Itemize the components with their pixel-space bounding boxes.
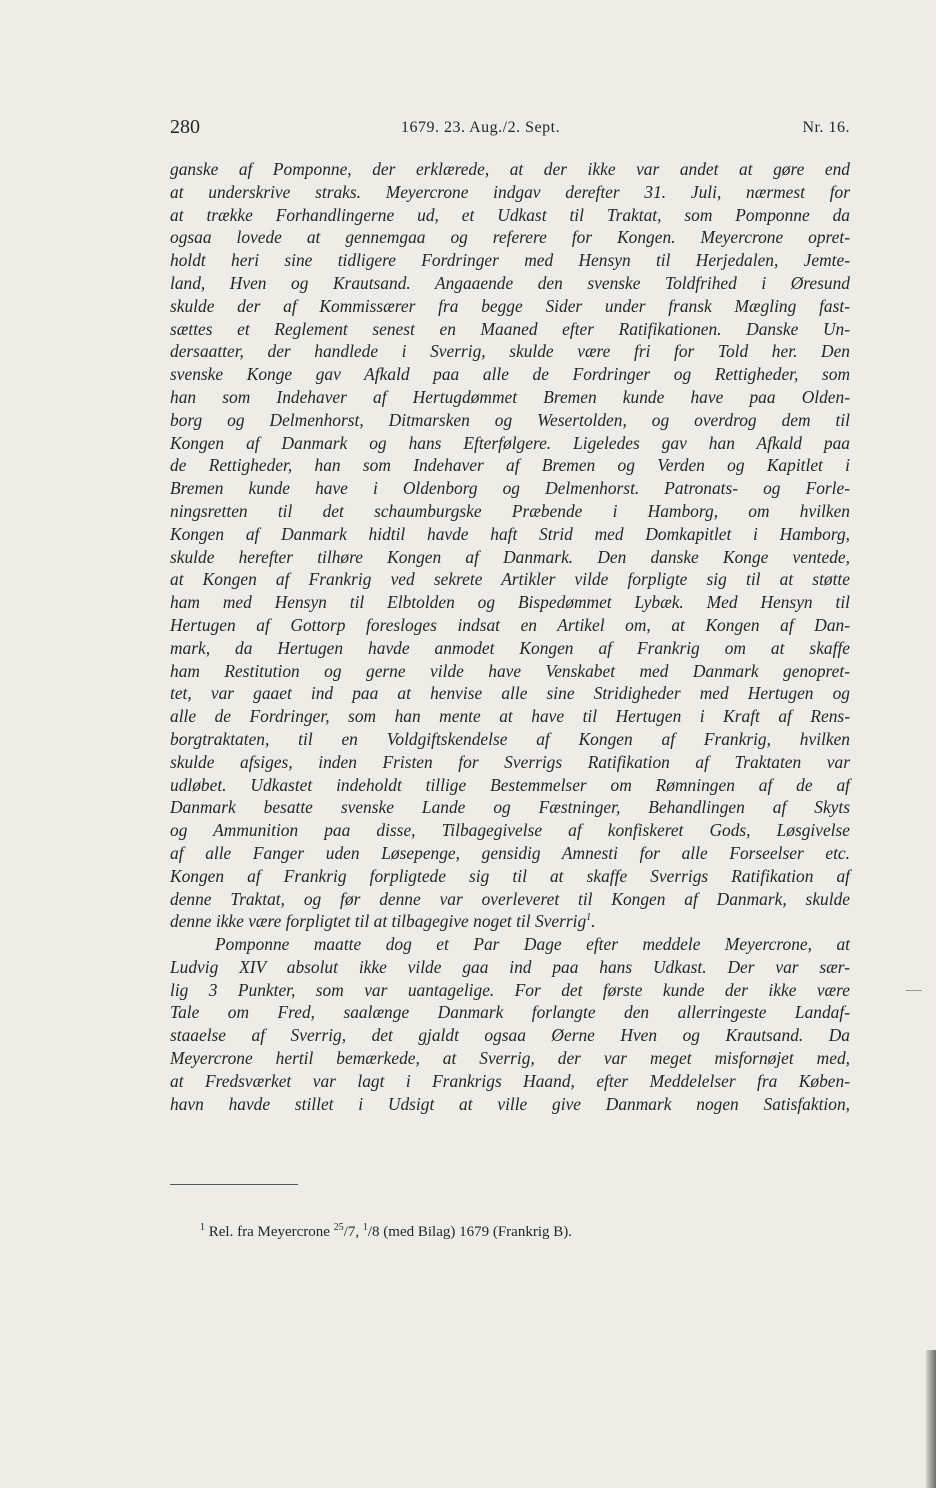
text-line-content: ningsretten til det schaumburgske Præbende i Hamborg, om hvilken	[170, 500, 850, 521]
text-line	[170, 591, 850, 614]
scan-edge	[926, 1350, 936, 1488]
text-line-content: at trække Forhandlingerne ud, et Udkast til Traktat, som Pomponne da	[170, 204, 850, 225]
paragraph-2	[170, 933, 850, 1115]
text-line	[170, 500, 850, 523]
text-line-content: skulde herefter tilhøre Kongen af Danmark. Den danske Konge ventede,	[170, 546, 850, 567]
text-line	[170, 546, 850, 569]
text-line	[170, 272, 850, 295]
text-line-content: ham Restitution og gerne vilde have Venskabet med Danmark genopret-	[170, 660, 850, 681]
text-line-content: borg og Delmenhorst, Ditmarsken og Wesertolden, og overdrog dem til	[170, 409, 850, 430]
text-line-content: og Ammunition paa disse, Tilbagegivelse af konfiskeret Gods, Løsgivelse	[170, 820, 850, 841]
text-line	[170, 454, 850, 477]
text-line-content: tet, var gaaet ind paa at henvise alle sine Stridigheder med Hertugen og	[170, 683, 850, 704]
footnote-date1-sup: 25	[333, 1222, 344, 1233]
text-line-content: holdt heri sine tidligere Fordringer med Hensyn til Herjedalen, Jemte-	[170, 250, 850, 271]
text-line-content: ham med Hensyn til Elbtolden og Bispedømmet Lybæk. Med Hensyn til	[170, 592, 850, 613]
text-line-content: Tale om Fred, saalænge Danmark forlangte den allerringeste Landaf-	[170, 1002, 850, 1023]
footnote-rule	[170, 1184, 298, 1185]
text-line-content: dersaatter, der handlede i Sverrig, skulde være fri for Told her. Den	[170, 341, 850, 362]
text-line-content: Pomponne maatte dog et Par Dage efter meddele Meyercrone, at	[215, 934, 850, 955]
running-title: 1679. 23. Aug./2. Sept.	[401, 119, 561, 136]
paragraph-1	[170, 158, 850, 933]
text-line	[170, 1001, 850, 1024]
text-line-content: de Rettigheder, han som Indehaver af Bremen og Verden og Kapitlet i	[170, 455, 850, 476]
text-line	[170, 796, 850, 819]
text-line-content: Kongen af Danmark hidtil havde haft Strid med Domkapitlet i Hamborg,	[170, 523, 850, 544]
text-line	[170, 614, 850, 637]
text-line	[170, 363, 850, 386]
footnote-reference: 1	[586, 912, 592, 924]
text-line	[170, 158, 850, 181]
text-line	[170, 865, 850, 888]
text-line-content: skulde der af Kommissærer fra begge Sider under fransk Mægling fast-	[170, 295, 850, 316]
text-line	[170, 226, 850, 249]
text-line-content: denne Traktat, og før denne var overleveret til Kongen af Danmark, skulde	[170, 888, 850, 909]
footnote-text-b: (med Bilag) 1679 (Frankrig B).	[383, 1224, 572, 1240]
text-line-content: Bremen kunde have i Oldenborg og Delmenhorst. Patronats- og Forle-	[170, 478, 850, 499]
text-line-content: Meyercrone hertil bemærkede, at Sverrig, der var meget misfornøjet med,	[170, 1048, 850, 1069]
text-line	[170, 432, 850, 455]
text-line	[170, 249, 850, 272]
text-line	[170, 181, 850, 204]
text-line	[170, 386, 850, 409]
text-line	[170, 318, 850, 341]
footnote-date2-sub: /8	[367, 1224, 380, 1240]
text-line	[170, 568, 850, 591]
text-line	[170, 477, 850, 500]
footnote-date1-sub: /7,	[343, 1224, 360, 1240]
text-line-content: havn havde stillet i Udsigt at ville give Danmark nogen Satisfaktion,	[170, 1093, 850, 1114]
text-line-content: Ludvig XIV absolut ikke vilde gaa ind paa hans Udkast. Der var sær-	[170, 956, 850, 977]
footnote-marker: 1	[200, 1222, 205, 1233]
text-line-content: borgtraktaten, til en Voldgiftskendelse af Kongen af Frankrig, hvilken	[170, 728, 850, 749]
footnote	[200, 1222, 572, 1241]
text-line	[170, 956, 850, 979]
text-line	[170, 637, 850, 660]
document-number: Nr. 16.	[802, 119, 850, 136]
text-line-content: denne ikke være forpligtet til at tilbagegive noget til Sverrig	[170, 911, 587, 932]
text-line	[170, 409, 850, 432]
text-line	[170, 933, 850, 956]
text-line-content: ganske af Pomponne, der erklærede, at der ikke var andet at gøre end	[170, 159, 850, 179]
text-line	[170, 1047, 850, 1070]
text-line	[170, 751, 850, 774]
text-line	[170, 728, 850, 751]
text-line	[170, 910, 850, 933]
text-line-content: alle de Fordringer, som han mente at have til Hertugen i Kraft af Rens-	[170, 706, 850, 727]
text-line-content: land, Hven og Krautsand. Angaaende den svenske Toldfrihed i Øresund	[170, 272, 850, 293]
text-line	[170, 1070, 850, 1093]
text-line	[170, 705, 850, 728]
text-line-content: sættes et Reglement senest en Maaned efter Ratifikationen. Danske Un-	[170, 318, 850, 339]
text-line-content: staaelse af Sverrig, det gjaldt ogsaa Øerne Hven og Krautsand. Da	[170, 1025, 850, 1046]
text-line-content: skulde afsiges, inden Fristen for Sverrigs Ratifikation af Traktaten var	[170, 751, 850, 772]
footnote-date2-sup: 1	[362, 1222, 368, 1233]
text-line-content: udløbet. Udkastet indeholdt tillige Bestemmelser om Rømningen af de af	[170, 774, 850, 795]
text-line	[170, 1093, 850, 1116]
text-line	[170, 979, 850, 1002]
text-line	[170, 842, 850, 865]
text-line-content: af alle Fanger uden Løsepenge, gensidig Amnesti for alle Forseelser etc.	[170, 842, 850, 863]
text-line-content: han som Indehaver af Hertugdømmet Bremen kunde have paa Olden-	[170, 386, 850, 407]
body-text	[170, 158, 850, 1115]
text-line-content: at Kongen af Frankrig ved sekrete Artikler vilde forpligte sig til at støtte	[170, 569, 850, 590]
text-line-content: Kongen af Frankrig forpligtede sig til at skaffe Sverrigs Ratifikation af	[170, 865, 850, 886]
page-number: 280	[170, 116, 200, 138]
text-line-content: ogsaa lovede at gennemgaa og referere for Kongen. Meyercrone opret-	[170, 227, 850, 248]
margin-mark	[906, 990, 922, 991]
text-line	[170, 204, 850, 227]
text-line	[170, 819, 850, 842]
text-line-content: Hertugen af Gottorp foresloges indsat en Artikel om, at Kongen af Dan-	[170, 614, 850, 635]
text-line-content: svenske Konge gav Afkald paa alle de Fordringer og Rettigheder, som	[170, 364, 850, 385]
text-line-content: Danmark besatte svenske Lande og Fæstninger, Behandlingen af Skyts	[170, 797, 850, 818]
footnote-text-a: Rel. fra Meyercrone	[208, 1224, 330, 1240]
text-line	[170, 295, 850, 318]
text-line-content: Kongen af Danmark og hans Efterfølgere. Ligeledes gav han Afkald paa	[170, 432, 850, 453]
text-line-content: mark, da Hertugen havde anmodet Kongen af Frankrig om at skaffe	[170, 637, 850, 658]
text-line-content: lig 3 Punkter, som var uantagelige. For det første kunde der ikke være	[170, 979, 850, 1000]
text-line	[170, 523, 850, 546]
sentence-period: .	[591, 911, 596, 932]
page-header	[170, 116, 850, 146]
text-line	[170, 888, 850, 911]
text-line	[170, 660, 850, 683]
text-line	[170, 1024, 850, 1047]
text-line-content: at underskrive straks. Meyercrone indgav derefter 31. Juli, nærmest for	[170, 181, 850, 202]
text-line	[170, 340, 850, 363]
text-line	[170, 774, 850, 797]
text-line-content: at Fredsværket var lagt i Frankrigs Haand, efter Meddelelser fra Køben-	[170, 1070, 850, 1091]
text-line	[170, 682, 850, 705]
